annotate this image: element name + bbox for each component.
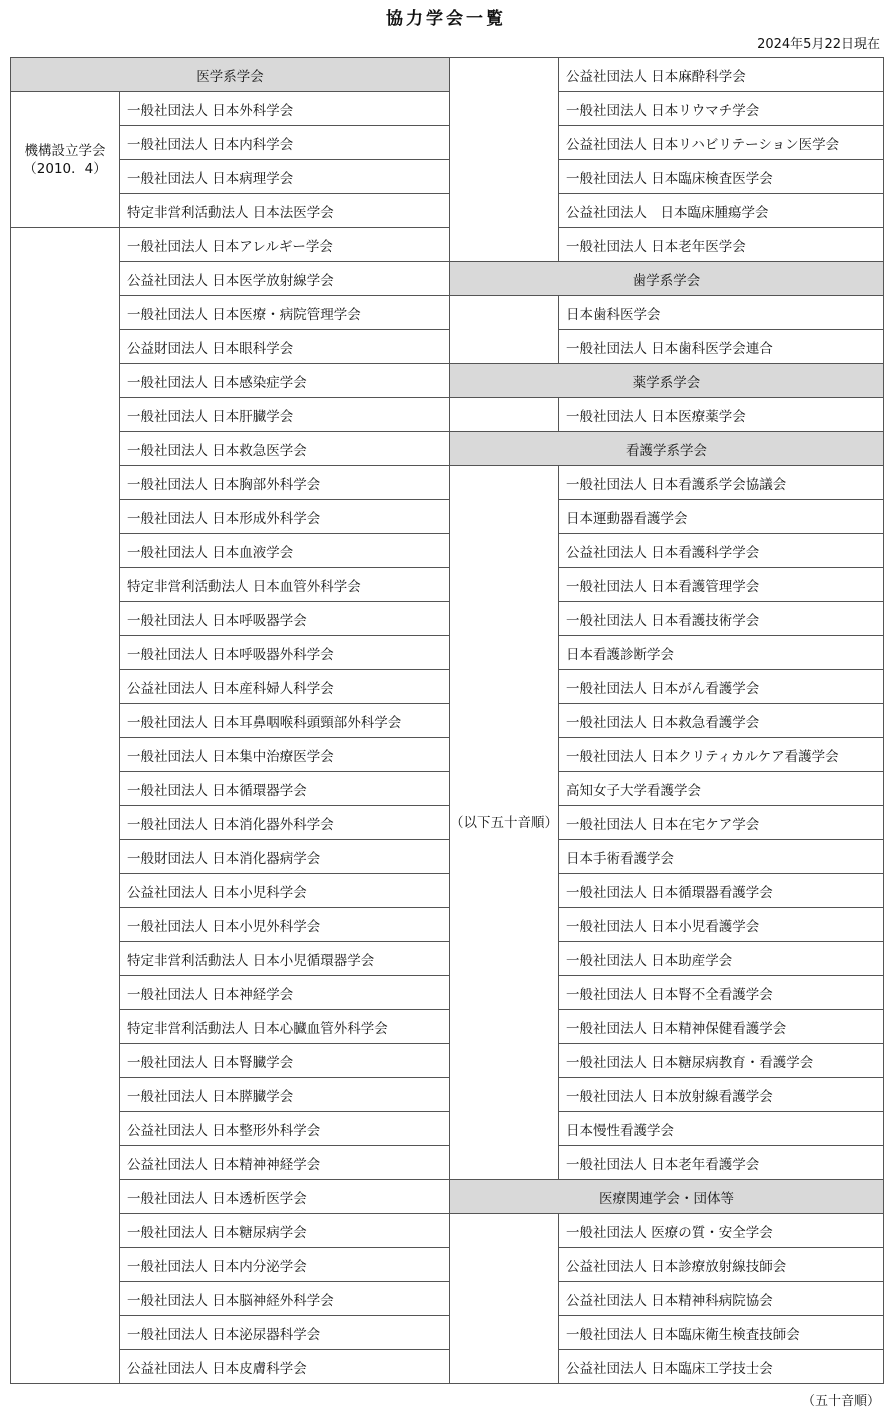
alphabetical-note: （以下五十音順）: [449, 465, 559, 1180]
pharma-society: 一般社団法人 日本医療薬学会: [558, 397, 884, 432]
medical-society: 公益社団法人 日本リハビリテーション医学会: [558, 125, 884, 160]
medical-society: 一般社団法人 日本小児外科学会: [119, 907, 450, 942]
medical-header: 医学系学会: [10, 57, 450, 92]
nursing-society: 一般社団法人 日本助産学会: [558, 941, 884, 976]
nursing-society: 高知女子大学看護学会: [558, 771, 884, 806]
medical-society: 公益社団法人 日本精神神経学会: [119, 1145, 450, 1180]
medical-society: 公益社団法人 日本皮膚科学会: [119, 1349, 450, 1384]
medical-society: 公益社団法人 日本麻酔科学会: [558, 57, 884, 92]
nursing-society: 一般社団法人 日本精神保健看護学会: [558, 1009, 884, 1044]
dental-society: 一般社団法人 日本歯科医学会連合: [558, 329, 884, 364]
medical-society: 一般社団法人 日本形成外科学会: [119, 499, 450, 534]
blank-label: [10, 227, 120, 1384]
page-title: 協力学会一覧: [386, 9, 506, 29]
blank-spacer: [449, 295, 559, 364]
dental-header: 歯学系学会: [449, 261, 884, 296]
nursing-society: 一般社団法人 日本看護管理学会: [558, 567, 884, 602]
pharma-header: 薬学系学会: [449, 363, 884, 398]
blank-spacer: [449, 57, 559, 262]
related-organization: 一般社団法人 日本臨床衛生検査技師会: [558, 1315, 884, 1350]
medical-society: 一般社団法人 日本循環器学会: [119, 771, 450, 806]
medical-society: 一般財団法人 日本消化器病学会: [119, 839, 450, 874]
medical-society: 一般社団法人 日本老年医学会: [558, 227, 884, 262]
medical-society: 一般社団法人 日本耳鼻咽喉科頭頸部外科学会: [119, 703, 450, 738]
nursing-society: 一般社団法人 日本糖尿病教育・看護学会: [558, 1043, 884, 1078]
medical-society: 一般社団法人 日本透析医学会: [119, 1179, 450, 1214]
nursing-society: 日本看護診断学会: [558, 635, 884, 670]
as-of-date: 2024年5月22日現在: [757, 37, 880, 52]
nursing-society: 一般社団法人 日本腎不全看護学会: [558, 975, 884, 1010]
nursing-society: 日本慢性看護学会: [558, 1111, 884, 1146]
medical-society: 一般社団法人 日本集中治療医学会: [119, 737, 450, 772]
nursing-society: 一般社団法人 日本循環器看護学会: [558, 873, 884, 908]
medical-society: 公益社団法人 日本小児科学会: [119, 873, 450, 908]
blank-spacer: [449, 397, 559, 432]
nursing-society: 公益社団法人 日本看護科学学会: [558, 533, 884, 568]
medical-society: 一般社団法人 日本医療・病院管理学会: [119, 295, 450, 330]
founding-label: 機構設立学会 （2010．4）: [10, 91, 120, 228]
medical-society: 特定非営利活動法人 日本小児循環器学会: [119, 941, 450, 976]
medical-society: 一般社団法人 日本呼吸器外科学会: [119, 635, 450, 670]
medical-society: 一般社団法人 日本アレルギー学会: [119, 227, 450, 262]
medical-society: 公益財団法人 日本眼科学会: [119, 329, 450, 364]
nursing-society: 一般社団法人 日本放射線看護学会: [558, 1077, 884, 1112]
medical-society: 一般社団法人 日本肝臓学会: [119, 397, 450, 432]
nursing-society: 一般社団法人 日本小児看護学会: [558, 907, 884, 942]
founding-society: 一般社団法人 日本外科学会: [119, 91, 450, 126]
dental-society: 日本歯科医学会: [558, 295, 884, 330]
nursing-society: 一般社団法人 日本看護技術学会: [558, 601, 884, 636]
medical-society: 公益社団法人 日本整形外科学会: [119, 1111, 450, 1146]
nursing-society: 一般社団法人 日本看護系学会協議会: [558, 465, 884, 500]
nursing-society: 一般社団法人 日本老年看護学会: [558, 1145, 884, 1180]
medical-society: 一般社団法人 日本泌尿器科学会: [119, 1315, 450, 1350]
nursing-society: 一般社団法人 日本救急看護学会: [558, 703, 884, 738]
nursing-society: 日本手術看護学会: [558, 839, 884, 874]
founding-society: 一般社団法人 日本内科学会: [119, 125, 450, 160]
related-organization: 一般社団法人 医療の質・安全学会: [558, 1213, 884, 1248]
medical-society: 一般社団法人 日本救急医学会: [119, 431, 450, 466]
related-header: 医療関連学会・団体等: [449, 1179, 884, 1214]
medical-society: 一般社団法人 日本血液学会: [119, 533, 450, 568]
medical-society: 特定非営利活動法人 日本血管外科学会: [119, 567, 450, 602]
related-organization: 公益社団法人 日本臨床工学技士会: [558, 1349, 884, 1384]
founding-society: 特定非営利活動法人 日本法医学会: [119, 193, 450, 228]
nursing-society: 一般社団法人 日本クリティカルケア看護学会: [558, 737, 884, 772]
medical-society: 一般社団法人 日本腎臓学会: [119, 1043, 450, 1078]
founding-society: 一般社団法人 日本病理学会: [119, 159, 450, 194]
medical-society: 一般社団法人 日本神経学会: [119, 975, 450, 1010]
medical-society: 一般社団法人 日本内分泌学会: [119, 1247, 450, 1282]
blank-spacer: [449, 1213, 559, 1384]
medical-society: 一般社団法人 日本糖尿病学会: [119, 1213, 450, 1248]
nursing-society: 日本運動器看護学会: [558, 499, 884, 534]
medical-society: 一般社団法人 日本胸部外科学会: [119, 465, 450, 500]
medical-society: 一般社団法人 日本リウマチ学会: [558, 91, 884, 126]
medical-society: 一般社団法人 日本感染症学会: [119, 363, 450, 398]
medical-society: 特定非営利活動法人 日本心臓血管外科学会: [119, 1009, 450, 1044]
society-table: [10, 57, 883, 1383]
medical-society: 一般社団法人 日本脳神経外科学会: [119, 1281, 450, 1316]
footer-note: （五十音順）: [801, 1394, 880, 1409]
medical-society: 一般社団法人 日本臨床検査医学会: [558, 159, 884, 194]
related-organization: 公益社団法人 日本診療放射線技師会: [558, 1247, 884, 1282]
medical-society: 一般社団法人 日本消化器外科学会: [119, 805, 450, 840]
related-organization: 公益社団法人 日本精神科病院協会: [558, 1281, 884, 1316]
medical-society: 公益社団法人 日本臨床腫瘍学会: [558, 193, 884, 228]
nursing-society: 一般社団法人 日本在宅ケア学会: [558, 805, 884, 840]
medical-society: 一般社団法人 日本膵臓学会: [119, 1077, 450, 1112]
medical-society: 公益社団法人 日本医学放射線学会: [119, 261, 450, 296]
nursing-header: 看護学系学会: [449, 431, 884, 466]
medical-society: 公益社団法人 日本産科婦人科学会: [119, 669, 450, 704]
nursing-society: 一般社団法人 日本がん看護学会: [558, 669, 884, 704]
medical-society: 一般社団法人 日本呼吸器学会: [119, 601, 450, 636]
